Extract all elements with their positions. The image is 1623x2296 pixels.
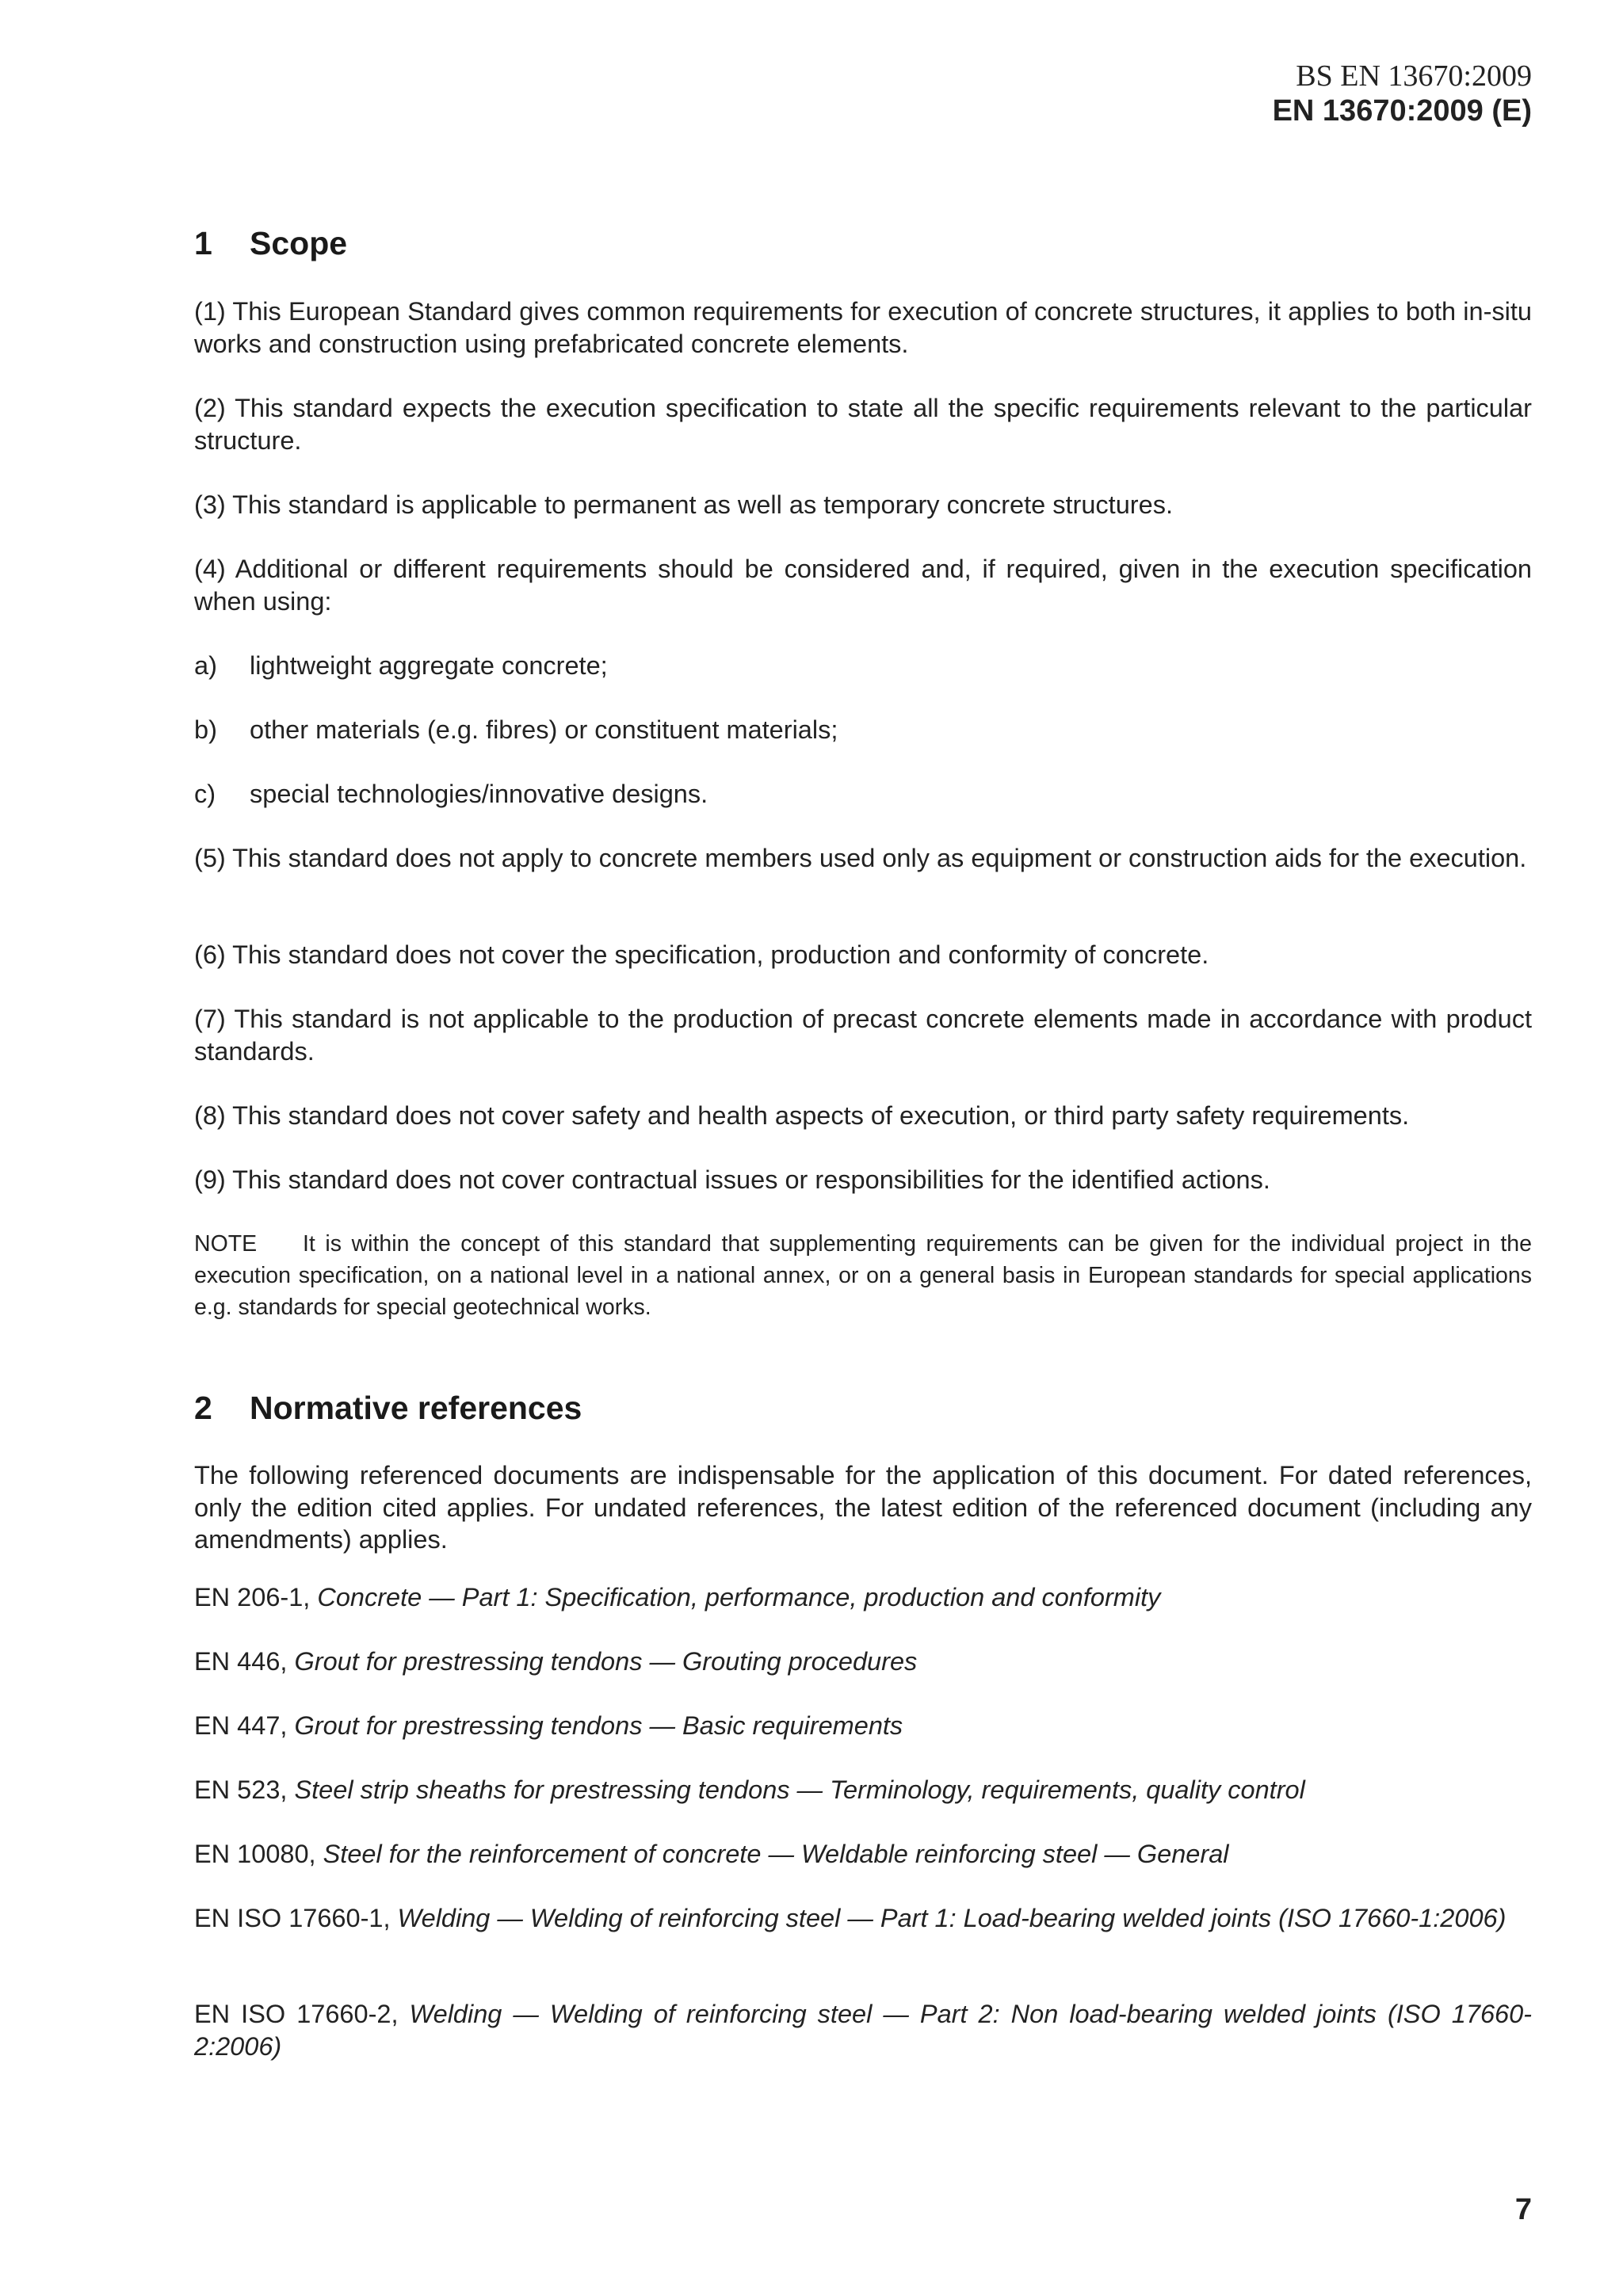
reference-title: Welding — Welding of reinforcing steel — Part 1: Load-bearing welded joints (ISO 17660-1:2006) — [397, 1904, 1507, 1932]
reference-item — [194, 1646, 1532, 1678]
scope-paragraph-1: (1) This European Standard gives common requirements for execution of concrete structures, it applies to both in-situ works and construction using prefabricated concrete elements. — [194, 297, 1532, 358]
note-text: It is within the concept of this standard that supplementing requirements can be given for the individual project in the execution specification, on a national level in a national annex, or on a general basis in European standards for special applications e.g. standards for special geotechnical works. — [194, 1231, 1532, 1320]
scope-paragraph-7: (7) This standard is not applicable to the production of precast concrete elements made in accordance with product standards. — [194, 1005, 1532, 1066]
scope-paragraph-9: (9) This standard does not cover contractual issues or responsibilities for the identified actions. — [194, 1165, 1270, 1194]
list-item-label: a) — [194, 651, 217, 680]
reference-item — [194, 1902, 1532, 1935]
reference-item — [194, 1838, 1532, 1871]
reference-item — [194, 1581, 1532, 1614]
list-item-text: lightweight aggregate concrete; — [250, 651, 608, 680]
reference-code: EN 446, — [194, 1647, 295, 1676]
reference-item — [194, 1710, 1532, 1742]
reference-title: Steel for the reinforcement of concrete — Weldable reinforcing steel — General — [323, 1840, 1229, 1868]
scope-paragraph-6: (6) This standard does not cover the specification, production and conformity of concrete. — [194, 940, 1209, 969]
section-title: Scope — [250, 225, 348, 261]
reference-title: Welding — Welding of reinforcing steel — Part 2: Non load-bearing welded joints (ISO 17660-2:2006) — [194, 2000, 1532, 2061]
reference-code: EN 206-1, — [194, 1583, 318, 1611]
scope-paragraph-8: (8) This standard does not cover safety and health aspects of execution, or third party safety requirements. — [194, 1101, 1410, 1130]
scope-paragraph-4: (4) Additional or different requirements should be considered and, if required, given in the execution specification when using: — [194, 555, 1532, 616]
reference-item — [194, 1998, 1532, 2062]
section-title: Normative references — [250, 1390, 582, 1426]
note-label: NOTE — [194, 1231, 258, 1257]
reference-title: Concrete — Part 1: Specification, performance, production and conformity — [317, 1583, 1161, 1611]
en-standard-code: EN 13670:2009 (E) — [1272, 94, 1532, 128]
list-item — [194, 650, 608, 682]
section-number: 2 — [194, 1390, 212, 1426]
document-header — [1273, 59, 1532, 128]
section-number: 1 — [194, 225, 212, 261]
reference-title: Grout for prestressing tendons — Basic requirements — [294, 1711, 903, 1740]
scope-paragraph-5: (5) This standard does not apply to concrete members used only as equipment or construction aids for the execution. — [194, 844, 1527, 872]
scope-paragraph-3: (3) This standard is applicable to permanent as well as temporary concrete structures. — [194, 490, 1173, 519]
document-page — [194, 0, 1532, 2296]
reference-code: EN 523, — [194, 1775, 295, 1804]
section-1-heading — [194, 224, 347, 262]
list-item-text: other materials (e.g. fibres) or constituent materials; — [250, 715, 838, 744]
section-2-heading — [194, 1389, 582, 1427]
reference-code: EN 447, — [194, 1711, 295, 1740]
reference-code: EN ISO 17660-2, — [194, 2000, 410, 2028]
bs-standard-code: BS EN 13670:2009 — [1296, 59, 1532, 93]
reference-title: Grout for prestressing tendons — Grouting procedures — [294, 1647, 918, 1676]
reference-title: Steel strip sheaths for prestressing tendons — Terminology, requirements, quality control — [294, 1775, 1305, 1804]
reference-item — [194, 1774, 1532, 1806]
list-item-text: special technologies/innovative designs. — [250, 780, 708, 808]
reference-code: EN ISO 17660-1, — [194, 1904, 398, 1932]
scope-paragraph-2: (2) This standard expects the execution specification to state all the specific requirements relevant to the particular structure. — [194, 394, 1532, 455]
list-item-label: c) — [194, 780, 216, 808]
scope-note — [194, 1228, 1532, 1323]
list-item-label: b) — [194, 715, 217, 744]
list-item — [194, 778, 708, 810]
reference-code: EN 10080, — [194, 1840, 323, 1868]
normative-intro-paragraph: The following referenced documents are indispensable for the application of this document. For dated references, only the edition cited applies. For undated references, the latest edition of the referenced document (including any amendments) applies. — [194, 1461, 1532, 1554]
list-item — [194, 714, 838, 746]
page-number: 7 — [1514, 2193, 1532, 2226]
